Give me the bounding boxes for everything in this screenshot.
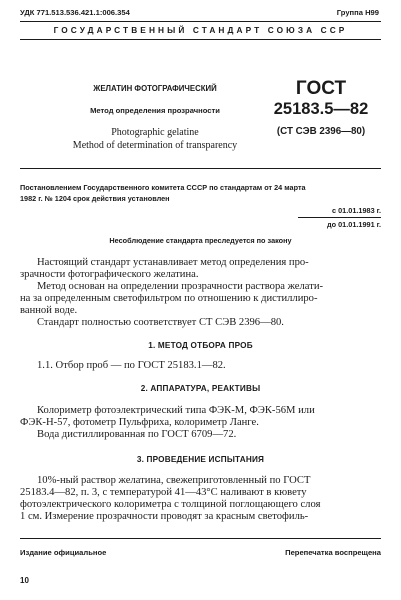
section-3-line-1: 10%-ный раствор желатина, свежеприготовленный по ГОСТ — [37, 475, 311, 486]
section-3-line-4: 1 см. Измерение прозрачности проводят за красным светофиль- — [20, 511, 309, 522]
st-sev-number: (СТ СЭВ 2396—80) — [276, 126, 366, 137]
footer-rule — [20, 538, 381, 539]
gost-label: ГОСТ — [295, 78, 347, 99]
law-warning: Несоблюдение стандарта преследуется по закону — [109, 236, 292, 245]
section-2-heading: 2. АППАРАТУРА, РЕАКТИВЫ — [140, 384, 261, 393]
gost-number: 25183.5—82 — [273, 100, 369, 118]
intro-line-5: ванной воде. — [20, 305, 78, 316]
group-code: Группа Н99 — [336, 8, 379, 17]
doc-subtitle-ru: Метод определения прозрачности — [90, 106, 220, 115]
page-number: 10 — [20, 576, 29, 585]
section-3-line-2: 25183.4—82, п. 3, с температурой 41—43°С наливают в кювету — [20, 487, 307, 498]
standard-banner: ГОСУДАРСТВЕННЫЙ СТАНДАРТ СОЮЗА ССР — [53, 25, 348, 35]
decree-line-2: 1982 г. № 1204 срок действия установлен — [20, 194, 170, 203]
section-2-line-3: Вода дистиллированная по ГОСТ 6709—72. — [37, 429, 237, 440]
validity-from: с 01.01.1983 г. — [332, 206, 381, 215]
intro-line-3: Метод основан на определении прозрачности раствора желати- — [37, 281, 324, 292]
reprint-prohibited: Перепечатка воспрещена — [285, 548, 381, 557]
doc-subtitle-en: Method of determination of transparency — [72, 140, 238, 151]
validity-to: до 01.01.1991 г. — [327, 220, 381, 229]
intro-line-4: на за определенным светофильтром по отношению к дистиллиро- — [20, 293, 318, 304]
doc-title-en: Photographic gelatine — [111, 127, 199, 138]
intro-line-6: Стандарт полностью соответствует СТ СЭВ 2396—80. — [37, 317, 284, 328]
section-3-line-3: фотоэлектрического колориметра с толщиной поглощающего слоя — [20, 499, 321, 510]
section-1-line-1: 1.1. Отбор проб — по ГОСТ 25183.1—82. — [37, 360, 226, 371]
header-rule-bottom — [20, 39, 381, 40]
intro-line-1: Настоящий стандарт устанавливает метод определения про- — [37, 257, 309, 268]
section-2-line-2: ФЭК-Н-57, фотометр Пульфриха, колориметр Ланге. — [20, 417, 259, 428]
section-3-heading: 3. ПРОВЕДЕНИЕ ИСПЫТАНИЯ — [136, 455, 265, 464]
section-2-line-1: Колориметр фотоэлектрический типа ФЭК-М, ФЭК-56М или — [37, 405, 315, 416]
decree-line-1: Постановлением Государственного комитета СССР по стандартам от 24 марта — [20, 183, 306, 192]
official-edition: Издание официальное — [20, 548, 107, 557]
udc-code: УДК 771.513.536.421.1:006.354 — [20, 8, 130, 17]
title-rule — [20, 168, 381, 169]
section-1-heading: 1. МЕТОД ОТБОРА ПРОБ — [148, 341, 253, 350]
doc-title-ru: ЖЕЛАТИН ФОТОГРАФИЧЕСКИЙ — [93, 84, 217, 93]
validity-underline — [298, 217, 381, 218]
header-rule-top — [20, 21, 381, 22]
intro-line-2: зрачности фотографического желатина. — [20, 269, 199, 280]
